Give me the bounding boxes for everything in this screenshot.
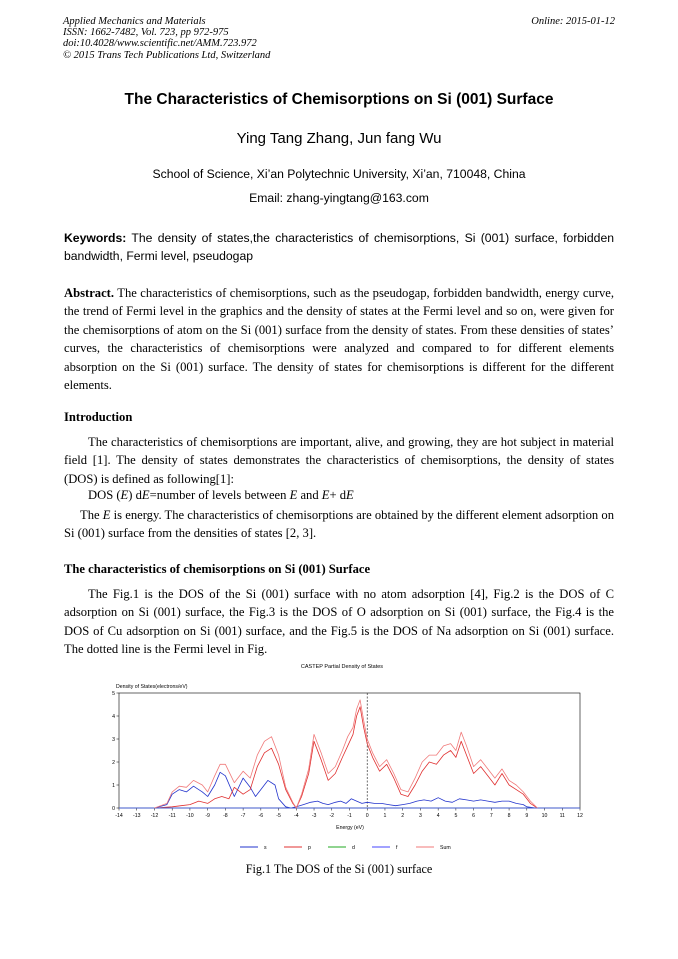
abstract [64,284,614,394]
x-tick-label: 12 [577,813,583,819]
x-tick-label: 8 [507,813,511,819]
x-tick-label: -10 [186,813,194,819]
y-tick-label: 4 [112,714,115,720]
online-date: Online: 2015-01-12 [531,16,615,27]
y-tick-label: 0 [112,806,115,812]
x-tick-label: 6 [472,813,476,819]
doi-line: doi:10.4028/www.scientific.net/AMM.723.972 [63,38,257,50]
x-tick-label: -8 [223,813,228,819]
series-line-s [155,772,536,808]
y-tick-label: 2 [112,760,115,766]
y-tick-label: 3 [112,737,115,743]
legend-label-sum: Sum [440,845,451,851]
legend-label-p: p [308,845,311,851]
paper-title: The Characteristics of Chemisorptions on Si (001) Surface [124,91,554,108]
x-tick-label: -4 [293,813,299,819]
x-tick-label: -6 [258,813,264,819]
y-tick-label: 1 [112,783,115,789]
series-line-p [155,707,538,808]
y-tick-label: 5 [112,691,115,697]
x-tick-label: 10 [541,813,548,819]
section-paragraph: The Fig.1 is the DOS of the Si (001) surface with no atom adsorption [4], Fig.2 is the DOS of C adsorption on Si (001) surface, the Fig.3 is the DOS of O adsorption on Si (001) surface, the Fig.4 is the DOS of Cu adsorption on Si (001) surface, and the Fig.5 is the DOS of Na adsorption on Si (001) surface. The dotted line is the Fermi level in Fig. [64,587,614,657]
x-tick-label: 1 [383,813,387,819]
x-tick-label: -5 [276,813,281,819]
email: Email: zhang-yingtang@163.com [249,191,429,205]
copyright-line: © 2015 Trans Tech Publications Ltd, Switzerland [63,49,271,61]
legend-label-s: s [264,845,267,851]
x-tick-label: -2 [329,813,335,819]
dos-chart [0,655,678,855]
chart-ylabel: Density of States(electrons/eV) [116,684,188,690]
keywords-label: Keywords: [64,231,127,245]
x-tick-label: 7 [489,813,493,819]
issn-line: ISSN: 1662-7482, Vol. 723, pp 972-975 [63,27,229,39]
x-tick-label: 9 [525,813,529,819]
keywords [64,229,614,265]
x-tick-label: 3 [418,813,422,819]
x-tick-label: -12 [150,813,159,819]
x-tick-label: 5 [454,813,458,819]
figure-caption: Fig.1 The DOS of the Si (001) surface [245,862,433,876]
x-tick-label: 11 [559,813,565,819]
introduction-paragraph-2: The E is energy. The characteristics of chemisorptions are obtained by the different element adsorption on Si (001) surface from the densities of states [2, 3]. [64,508,614,541]
journal-header [63,16,270,61]
x-tick-label: -11 [168,813,176,819]
chart-xlabel: Energy (eV) [336,825,364,831]
x-tick-label: 0 [365,813,369,819]
legend-label-d: d [352,845,355,851]
section-heading: The characteristics of chemisorptions on Si (001) Surface [64,562,371,576]
x-tick-label: 2 [401,813,405,819]
abstract-text: The characteristics of chemisorptions, such as the pseudogap, forbidden bandwidth, energy curve, the trend of Fermi level in the graphics and the density of states at the Fermi level and so on, were given for the chemisorptions of atom on the Si (001) surface from the density of states. From these densities of states’ curves, the characteristics of chemisorptions were analyzed and compared to for different elements absorption on the Si (001) surface. The density of states for chemisorptions is different for the different elements. [64,286,614,393]
introduction-paragraph: The characteristics of chemisorptions are important, alive, and growing, they are hot subject in material field [1]. The density of states demonstrates the characteristics of chemisorptions, the density of states (DOS) is defined as following[1]: [64,435,614,486]
x-tick-label: 4 [436,813,440,819]
x-tick-label: -7 [240,813,246,819]
affiliation: School of Science, Xi’an Polytechnic University, Xi’an, 710048, China [152,167,526,181]
journal-name: Applied Mechanics and Materials [63,16,206,27]
series-line-sum [155,700,538,808]
abstract-label: Abstract. [64,286,115,300]
x-tick-label: -9 [205,813,210,819]
keywords-text: The density of states,the characteristics of chemisorptions, Si (001) surface, forbidden bandwidth, Fermi level, pseudogap [64,231,614,263]
x-tick-label: -13 [132,813,141,819]
dos-figure [0,655,678,855]
x-tick-label: -1 [347,813,352,819]
x-tick-label: -14 [115,813,123,819]
chart-title: CASTEP Partial Density of States [300,664,384,670]
x-tick-label: -3 [311,813,317,819]
dos-equation: DOS (E) dE=number of levels between E and E+ dE [88,488,354,502]
introduction-heading: Introduction [64,410,133,424]
authors: Ying Tang Zhang, Jun fang Wu [236,130,442,147]
legend-label-f: f [396,845,398,851]
